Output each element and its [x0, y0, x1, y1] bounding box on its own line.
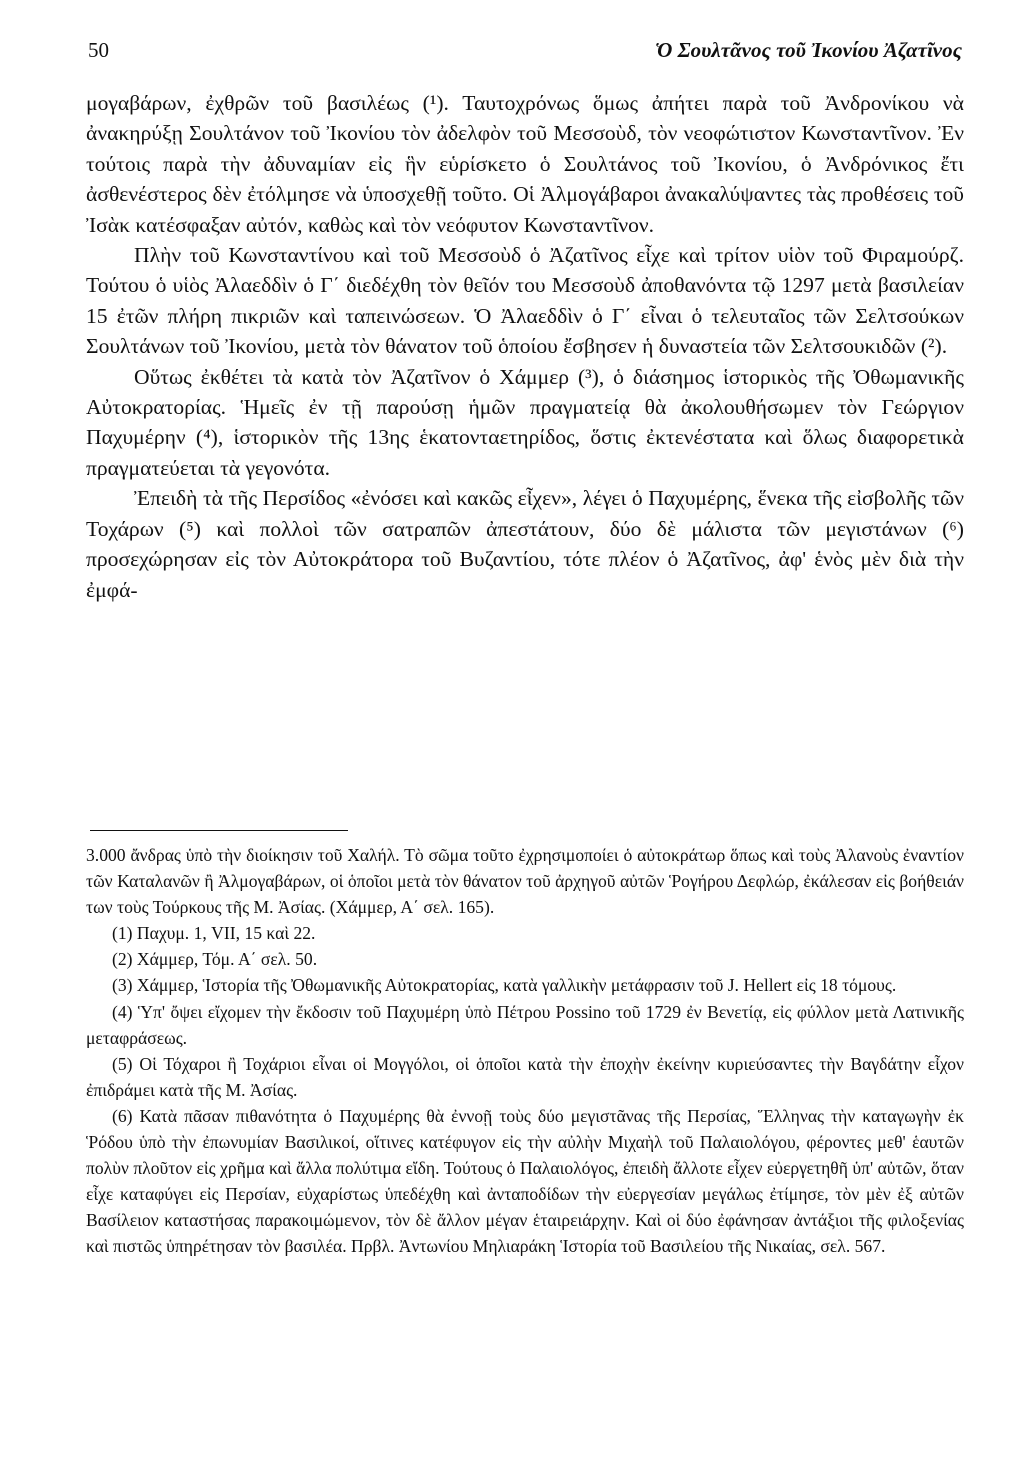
- footnote-5: (5) Οἱ Τόχαροι ἢ Τοχάριοι εἶναι οἱ Μογγόλοι, οἱ ὁποῖοι κατὰ τὴν ἐποχὴν ἐκείνην κυριεύσαντες τὴν Βαγδάτην εἶχον ἐπιδράμει κατὰ τῆς Μ. Ἀσίας.: [86, 1053, 964, 1100]
- running-head: Ὁ Σουλτᾶνος τοῦ Ἰκονίου Ἀζατῖνος: [655, 38, 962, 62]
- paragraph-2: Πλὴν τοῦ Κωνσταντίνου καὶ τοῦ Μεσσοὺδ ὁ Ἀζατῖνος εἶχε καὶ τρίτον υἱὸν τοῦ Φιραμούρζ. Τούτου ὁ υἱὸς Ἀλαεδδὶν ὁ Γ΄ διεδέχθη τὸν θεῖόν του Μεσσοὺδ ἀποθανόντα τῷ 1297 μετὰ βασιλείαν 15 ἐτῶν πλήρη πικριῶν καὶ ταπεινώσεων. Ὁ Ἀλαεδδὶν ὁ Γ΄ εἶναι ὁ τελευταῖος τῶν Σελτσούκων Σουλτάνων τοῦ Ἰκονίου, μετὰ τὸν θάνατον τοῦ ὁποίου ἔσβησεν ἡ δυναστεία τῶν Σελτσουκιδῶν (²).: [86, 243, 964, 359]
- footnote-6: (6) Κατὰ πᾶσαν πιθανότητα ὁ Παχυμέρης θὰ ἐννοῇ τοὺς δύο μεγιστᾶνας τῆς Περσίας, Ἕλληνας τὴν καταγωγὴν ἐκ Ῥόδου ὑπὸ τὴν ἐπωνυμίαν Βασιλικοί, οἵτινες κατέφυγον εἰς τὴν αὐλὴν Μιχαὴλ τοῦ Παλαιολόγου, φέροντες μεθ' ἑαυτῶν πολὺν πλοῦτον εἰς χρῆμα καὶ ἄλλα πολύτιμα εἴδη. Τούτους ὁ Παλαιολόγος, ἐπειδὴ ἄλλοτε εἶχεν εὐεργετηθῆ ὑπ' αὐτῶν, ὅταν εἶχε καταφύγει εἰς Περσίαν, εὐχαρίστως ὑπεδέχθη καὶ ἀνταποδίδων τὴν εὐεργεσίαν μεγάλως ἐτίμησε, τὸν μὲν ἐξ αὐτῶν Βασίλειον καταστήσας παρακοιμώμενον, τὸν δὲ ἄλλον μέγαν ἑταιρειάρχην. Καὶ οἱ δύο ἐφάνησαν ἀντάξιοι τῆς φιλοξενίας καὶ πιστῶς ὑπηρέτησαν τὸν βασιλέα. Πρβλ. Ἀντωνίου Μηλιαράκη Ἱστορία τοῦ Βασιλείου τῆς Νικαίας, σελ. 567.: [86, 1105, 964, 1257]
- page-header: [88, 38, 962, 70]
- footnote-separator: [90, 830, 348, 831]
- footnote-continuation: 3.000 ἄνδρας ὑπὸ τὴν διοίκησιν τοῦ Χαλήλ. Τὸ σῶμα τοῦτο ἐχρησιμοποίει ὁ αὐτοκράτωρ ὅπως καὶ τοὺς Ἀλανοὺς ἐναντίον τῶν Καταλανῶν ἢ Ἀλμογαβάρων, οἱ ὁποῖοι μετὰ τὸν θάνατον τοῦ ἀρχηγοῦ αὐτῶν Ῥογήρου Δεφλώρ, ἐκάλεσαν εἰς βοήθειάν των τοὺς Τούρκους τῆς Μ. Ἀσίας. (Χάμμερ, Α΄ σελ. 165).: [86, 845, 964, 918]
- paragraph-4: Ἐπειδὴ τὰ τῆς Περσίδος «ἐνόσει καὶ κακῶς εἶχεν», λέγει ὁ Παχυμέρης, ἕνεκα τῆς εἰσβολῆς τῶν Τοχάρων (⁵) καὶ πολλοὶ τῶν σατραπῶν ἀπεστάτουν, δύο δὲ μάλιστα τῶν μεγιστάνων (⁶) προσεχώρησαν εἰς τὸν Αὐτοκράτορα τοῦ Βυζαντίου, τότε πλέον ὁ Ἀζατῖνος, ἀφ' ἑνὸς μὲν διὰ τὴν ἐμφά-: [86, 486, 964, 602]
- paragraph-3: Οὕτως ἐκθέτει τὰ κατὰ τὸν Ἀζατῖνον ὁ Χάμμερ (³), ὁ διάσημος ἱστορικὸς τῆς Ὀθωμανικῆς Αὐτοκρατορίας. Ἡμεῖς ἐν τῇ παρούσῃ ἡμῶν πραγματείᾳ θὰ ἀκολουθήσωμεν τὸν Γεώργιον Παχυμέρην (⁴), ἱστορικὸν τῆς 13ης ἑκατονταετηρίδος, ὅστις ἐκτενέστατα καὶ ὅλως διαφορετικὰ πραγματεύεται τὰ γεγονότα.: [86, 364, 964, 480]
- footnotes: [86, 842, 964, 1260]
- footnote-2: (2) Χάμμερ, Τόμ. Α΄ σελ. 50.: [112, 949, 318, 970]
- footnote-3: (3) Χάμμερ, Ἱστορία τῆς Ὀθωμανικῆς Αὐτοκρατορίας, κατὰ γαλλικὴν μετάφρασιν τοῦ J. Hellert εἰς 18 τόμους.: [112, 975, 897, 996]
- footnote-4: (4) Ὑπ' ὄψει εἴχομεν τὴν ἔκδοσιν τοῦ Παχυμέρη ὑπὸ Πέτρου Possino τοῦ 1729 ἐν Βενετίᾳ, εἰς φύλλον μετὰ Λατινικῆς μεταφράσεως.: [86, 1001, 964, 1048]
- page-number: 50: [88, 38, 109, 62]
- paragraph-1: μογαβάρων, ἐχθρῶν τοῦ βασιλέως (¹). Ταυτοχρόνως ὅμως ἀπήτει παρὰ τοῦ Ἀνδρονίκου νὰ ἀνακηρύξῃ Σουλτάνον τοῦ Ἰκονίου τὸν ἀδελφὸν τοῦ Μεσσοὺδ, τὸν νεοφώτιστον Κωνσταντῖνον. Ἐν τούτοις παρὰ τὴν ἀδυναμίαν εἰς ἣν εὑρίσκετο ὁ Σουλτάνος τοῦ Ἰκονίου, ὁ Ἀνδρόνικος ἔτι ἀσθενέστερος δὲν ἐτόλμησε νὰ ὑποσχεθῇ τοῦτο. Οἱ Ἀλμογάβαροι ἀνακαλύψαντες τὰς προθέσεις τοῦ Ἰσὰκ κατέσφαξαν αὐτόν, καθὼς καὶ τὸν νεόφυτον Κωνσταντῖνον.: [86, 91, 964, 237]
- main-text: [86, 88, 964, 605]
- footnote-1: (1) Παχυμ. 1, VII, 15 καὶ 22.: [112, 923, 316, 944]
